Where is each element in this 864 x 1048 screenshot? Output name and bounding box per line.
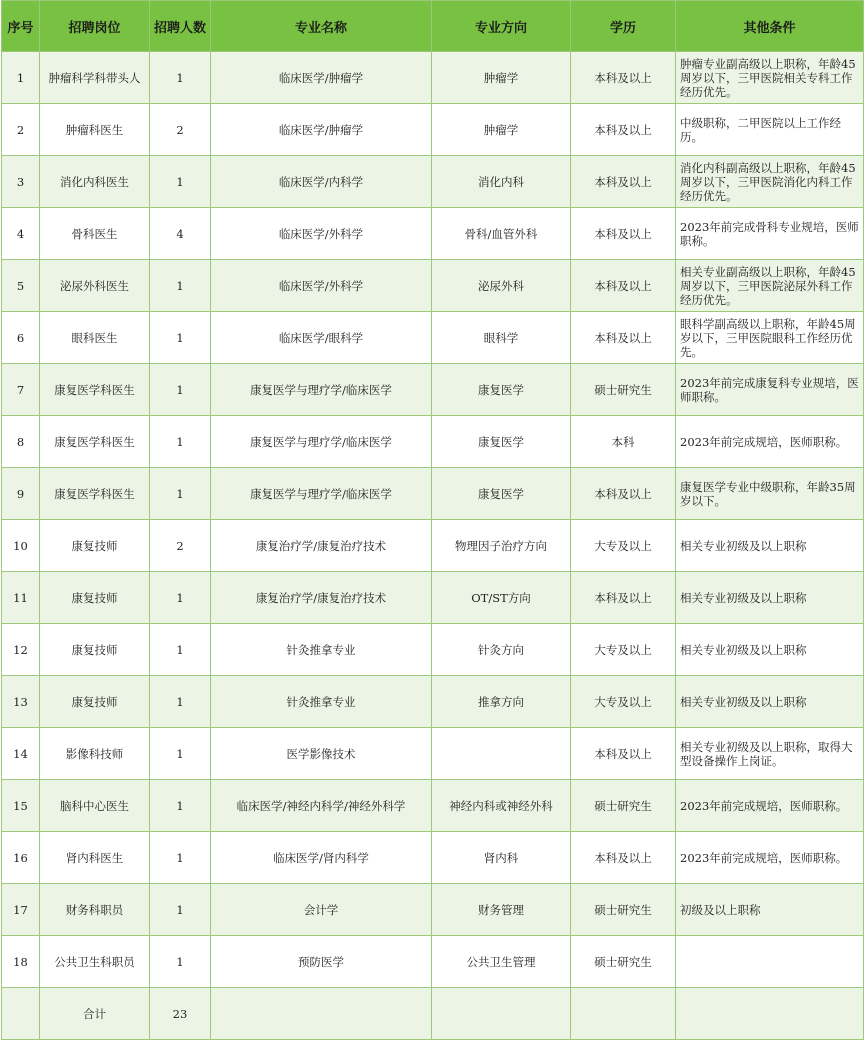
header-direction: 专业方向: [432, 1, 571, 52]
table-row: [2, 572, 864, 624]
cell-direction: 物理因子治疗方向: [432, 520, 571, 572]
cell-count: 1: [150, 780, 211, 832]
table-row: [2, 624, 864, 676]
cell-education: 本科及以上: [571, 832, 676, 884]
cell-major: 康复医学与理疗学/临床医学: [211, 468, 432, 520]
header-position: 招聘岗位: [40, 1, 150, 52]
table-body: [2, 52, 864, 988]
cell-count: 1: [150, 416, 211, 468]
cell-seq: 3: [2, 156, 40, 208]
cell-seq: 1: [2, 52, 40, 104]
total-count: 23: [150, 988, 211, 1040]
cell-major: 针灸推拿专业: [211, 624, 432, 676]
cell-major: 临床医学/外科学: [211, 208, 432, 260]
cell-major: 医学影像技术: [211, 728, 432, 780]
cell-direction: 公共卫生管理: [432, 936, 571, 988]
cell-count: 1: [150, 884, 211, 936]
cell-position: 消化内科医生: [40, 156, 150, 208]
cell-position: 公共卫生科职员: [40, 936, 150, 988]
cell-direction: 康复医学: [432, 416, 571, 468]
cell-notes: 肿瘤专业副高级以上职称，年龄45周岁以下，三甲医院相关专科工作经历优先。: [676, 52, 864, 104]
table-footer: [2, 988, 864, 1040]
cell-direction: OT/ST方向: [432, 572, 571, 624]
cell-position: 康复医学科医生: [40, 416, 150, 468]
cell-direction: 眼科学: [432, 312, 571, 364]
cell-notes: 眼科学副高级以上职称，年龄45周岁以下，三甲医院眼科工作经历优先。: [676, 312, 864, 364]
table-row: [2, 520, 864, 572]
cell-count: 4: [150, 208, 211, 260]
total-empty-cell: [676, 988, 864, 1040]
cell-position: 康复技师: [40, 572, 150, 624]
table-row: [2, 884, 864, 936]
cell-notes: 2023年前完成康复科专业规培，医师职称。: [676, 364, 864, 416]
table-row: [2, 208, 864, 260]
table-row: [2, 936, 864, 988]
cell-notes: 相关专业初级及以上职称: [676, 520, 864, 572]
cell-notes: 相关专业初级及以上职称: [676, 676, 864, 728]
cell-education: 本科及以上: [571, 208, 676, 260]
cell-notes: 相关专业初级及以上职称: [676, 624, 864, 676]
cell-seq: 10: [2, 520, 40, 572]
cell-seq: 16: [2, 832, 40, 884]
table-row: [2, 104, 864, 156]
header-seq: 序号: [2, 1, 40, 52]
cell-education: 本科及以上: [571, 104, 676, 156]
cell-seq: 18: [2, 936, 40, 988]
cell-major: 临床医学/肿瘤学: [211, 52, 432, 104]
header-count: 招聘人数: [150, 1, 211, 52]
cell-position: 肾内科医生: [40, 832, 150, 884]
cell-notes: 2023年前完成规培，医师职称。: [676, 780, 864, 832]
cell-education: 本科: [571, 416, 676, 468]
cell-count: 1: [150, 832, 211, 884]
cell-position: 肿瘤科医生: [40, 104, 150, 156]
cell-seq: 17: [2, 884, 40, 936]
cell-education: 大专及以上: [571, 624, 676, 676]
cell-education: 本科及以上: [571, 468, 676, 520]
cell-major: 临床医学/外科学: [211, 260, 432, 312]
cell-notes: 2023年前完成规培，医师职称。: [676, 832, 864, 884]
cell-seq: 4: [2, 208, 40, 260]
header-education: 学历: [571, 1, 676, 52]
cell-major: 临床医学/神经内科学/神经外科学: [211, 780, 432, 832]
cell-direction: 针灸方向: [432, 624, 571, 676]
cell-major: 预防医学: [211, 936, 432, 988]
cell-direction: 神经内科或神经外科: [432, 780, 571, 832]
table-row: [2, 364, 864, 416]
cell-seq: 5: [2, 260, 40, 312]
total-row: [2, 988, 864, 1040]
cell-direction: 消化内科: [432, 156, 571, 208]
cell-seq: 13: [2, 676, 40, 728]
cell-education: 硕士研究生: [571, 936, 676, 988]
header-major: 专业名称: [211, 1, 432, 52]
cell-education: 本科及以上: [571, 156, 676, 208]
cell-major: 康复治疗学/康复治疗技术: [211, 520, 432, 572]
cell-major: 临床医学/肾内科学: [211, 832, 432, 884]
cell-notes: 康复医学专业中级职称，年龄35周岁以下。: [676, 468, 864, 520]
cell-count: 1: [150, 936, 211, 988]
cell-notes: [676, 936, 864, 988]
cell-direction: [432, 728, 571, 780]
cell-position: 肿瘤科学科带头人: [40, 52, 150, 104]
cell-major: 康复治疗学/康复治疗技术: [211, 572, 432, 624]
cell-education: 大专及以上: [571, 676, 676, 728]
table-row: [2, 416, 864, 468]
cell-education: 本科及以上: [571, 52, 676, 104]
cell-major: 会计学: [211, 884, 432, 936]
cell-notes: 中级职称，二甲医院以上工作经历。: [676, 104, 864, 156]
cell-seq: 7: [2, 364, 40, 416]
total-empty-cell: [211, 988, 432, 1040]
cell-count: 1: [150, 260, 211, 312]
cell-major: 康复医学与理疗学/临床医学: [211, 416, 432, 468]
cell-direction: 康复医学: [432, 364, 571, 416]
cell-position: 骨科医生: [40, 208, 150, 260]
cell-count: 1: [150, 728, 211, 780]
cell-position: 康复医学科医生: [40, 364, 150, 416]
total-empty-cell: [571, 988, 676, 1040]
cell-seq: 9: [2, 468, 40, 520]
cell-notes: 相关专业初级及以上职称: [676, 572, 864, 624]
cell-major: 针灸推拿专业: [211, 676, 432, 728]
cell-count: 1: [150, 624, 211, 676]
cell-notes: 2023年前完成骨科专业规培，医师职称。: [676, 208, 864, 260]
cell-education: 本科及以上: [571, 728, 676, 780]
cell-direction: 肾内科: [432, 832, 571, 884]
cell-notes: 2023年前完成规培，医师职称。: [676, 416, 864, 468]
table-row: [2, 52, 864, 104]
cell-education: 本科及以上: [571, 260, 676, 312]
cell-position: 影像科技师: [40, 728, 150, 780]
cell-count: 1: [150, 156, 211, 208]
cell-position: 财务科职员: [40, 884, 150, 936]
header-notes: 其他条件: [676, 1, 864, 52]
cell-count: 1: [150, 312, 211, 364]
cell-seq: 2: [2, 104, 40, 156]
cell-major: 临床医学/肿瘤学: [211, 104, 432, 156]
table-row: [2, 728, 864, 780]
cell-seq: 6: [2, 312, 40, 364]
table-row: [2, 260, 864, 312]
cell-count: 2: [150, 104, 211, 156]
cell-count: 1: [150, 676, 211, 728]
cell-position: 康复技师: [40, 676, 150, 728]
table-header: [2, 1, 864, 52]
cell-seq: 8: [2, 416, 40, 468]
cell-notes: 相关专业副高级以上职称，年龄45周岁以下，三甲医院泌尿外科工作经历优先。: [676, 260, 864, 312]
total-label: 合计: [40, 988, 150, 1040]
cell-education: 硕士研究生: [571, 884, 676, 936]
cell-position: 眼科医生: [40, 312, 150, 364]
cell-direction: 肿瘤学: [432, 52, 571, 104]
cell-direction: 泌尿外科: [432, 260, 571, 312]
cell-major: 康复医学与理疗学/临床医学: [211, 364, 432, 416]
cell-major: 临床医学/内科学: [211, 156, 432, 208]
cell-seq: 15: [2, 780, 40, 832]
cell-count: 1: [150, 572, 211, 624]
cell-notes: 消化内科副高级以上职称，年龄45周岁以下，三甲医院消化内科工作经历优先。: [676, 156, 864, 208]
cell-education: 本科及以上: [571, 312, 676, 364]
cell-position: 康复医学科医生: [40, 468, 150, 520]
cell-seq: 12: [2, 624, 40, 676]
cell-education: 硕士研究生: [571, 780, 676, 832]
cell-direction: 骨科/血管外科: [432, 208, 571, 260]
cell-notes: 相关专业初级及以上职称，取得大型设备操作上岗证。: [676, 728, 864, 780]
table-row: [2, 832, 864, 884]
table-row: [2, 156, 864, 208]
cell-major: 临床医学/眼科学: [211, 312, 432, 364]
cell-position: 脑科中心医生: [40, 780, 150, 832]
total-seq-cell: [2, 988, 40, 1040]
cell-position: 康复技师: [40, 624, 150, 676]
cell-seq: 11: [2, 572, 40, 624]
cell-count: 1: [150, 468, 211, 520]
cell-position: 康复技师: [40, 520, 150, 572]
cell-position: 泌尿外科医生: [40, 260, 150, 312]
cell-count: 1: [150, 364, 211, 416]
cell-count: 2: [150, 520, 211, 572]
cell-education: 硕士研究生: [571, 364, 676, 416]
table-row: [2, 468, 864, 520]
cell-notes: 初级及以上职称: [676, 884, 864, 936]
cell-direction: 康复医学: [432, 468, 571, 520]
cell-education: 大专及以上: [571, 520, 676, 572]
cell-seq: 14: [2, 728, 40, 780]
header-row: [2, 1, 864, 52]
total-empty-cell: [432, 988, 571, 1040]
cell-education: 本科及以上: [571, 572, 676, 624]
table-row: [2, 780, 864, 832]
cell-direction: 肿瘤学: [432, 104, 571, 156]
cell-direction: 财务管理: [432, 884, 571, 936]
table-row: [2, 312, 864, 364]
recruitment-table: [1, 0, 864, 1040]
cell-direction: 推拿方向: [432, 676, 571, 728]
table-row: [2, 676, 864, 728]
cell-count: 1: [150, 52, 211, 104]
